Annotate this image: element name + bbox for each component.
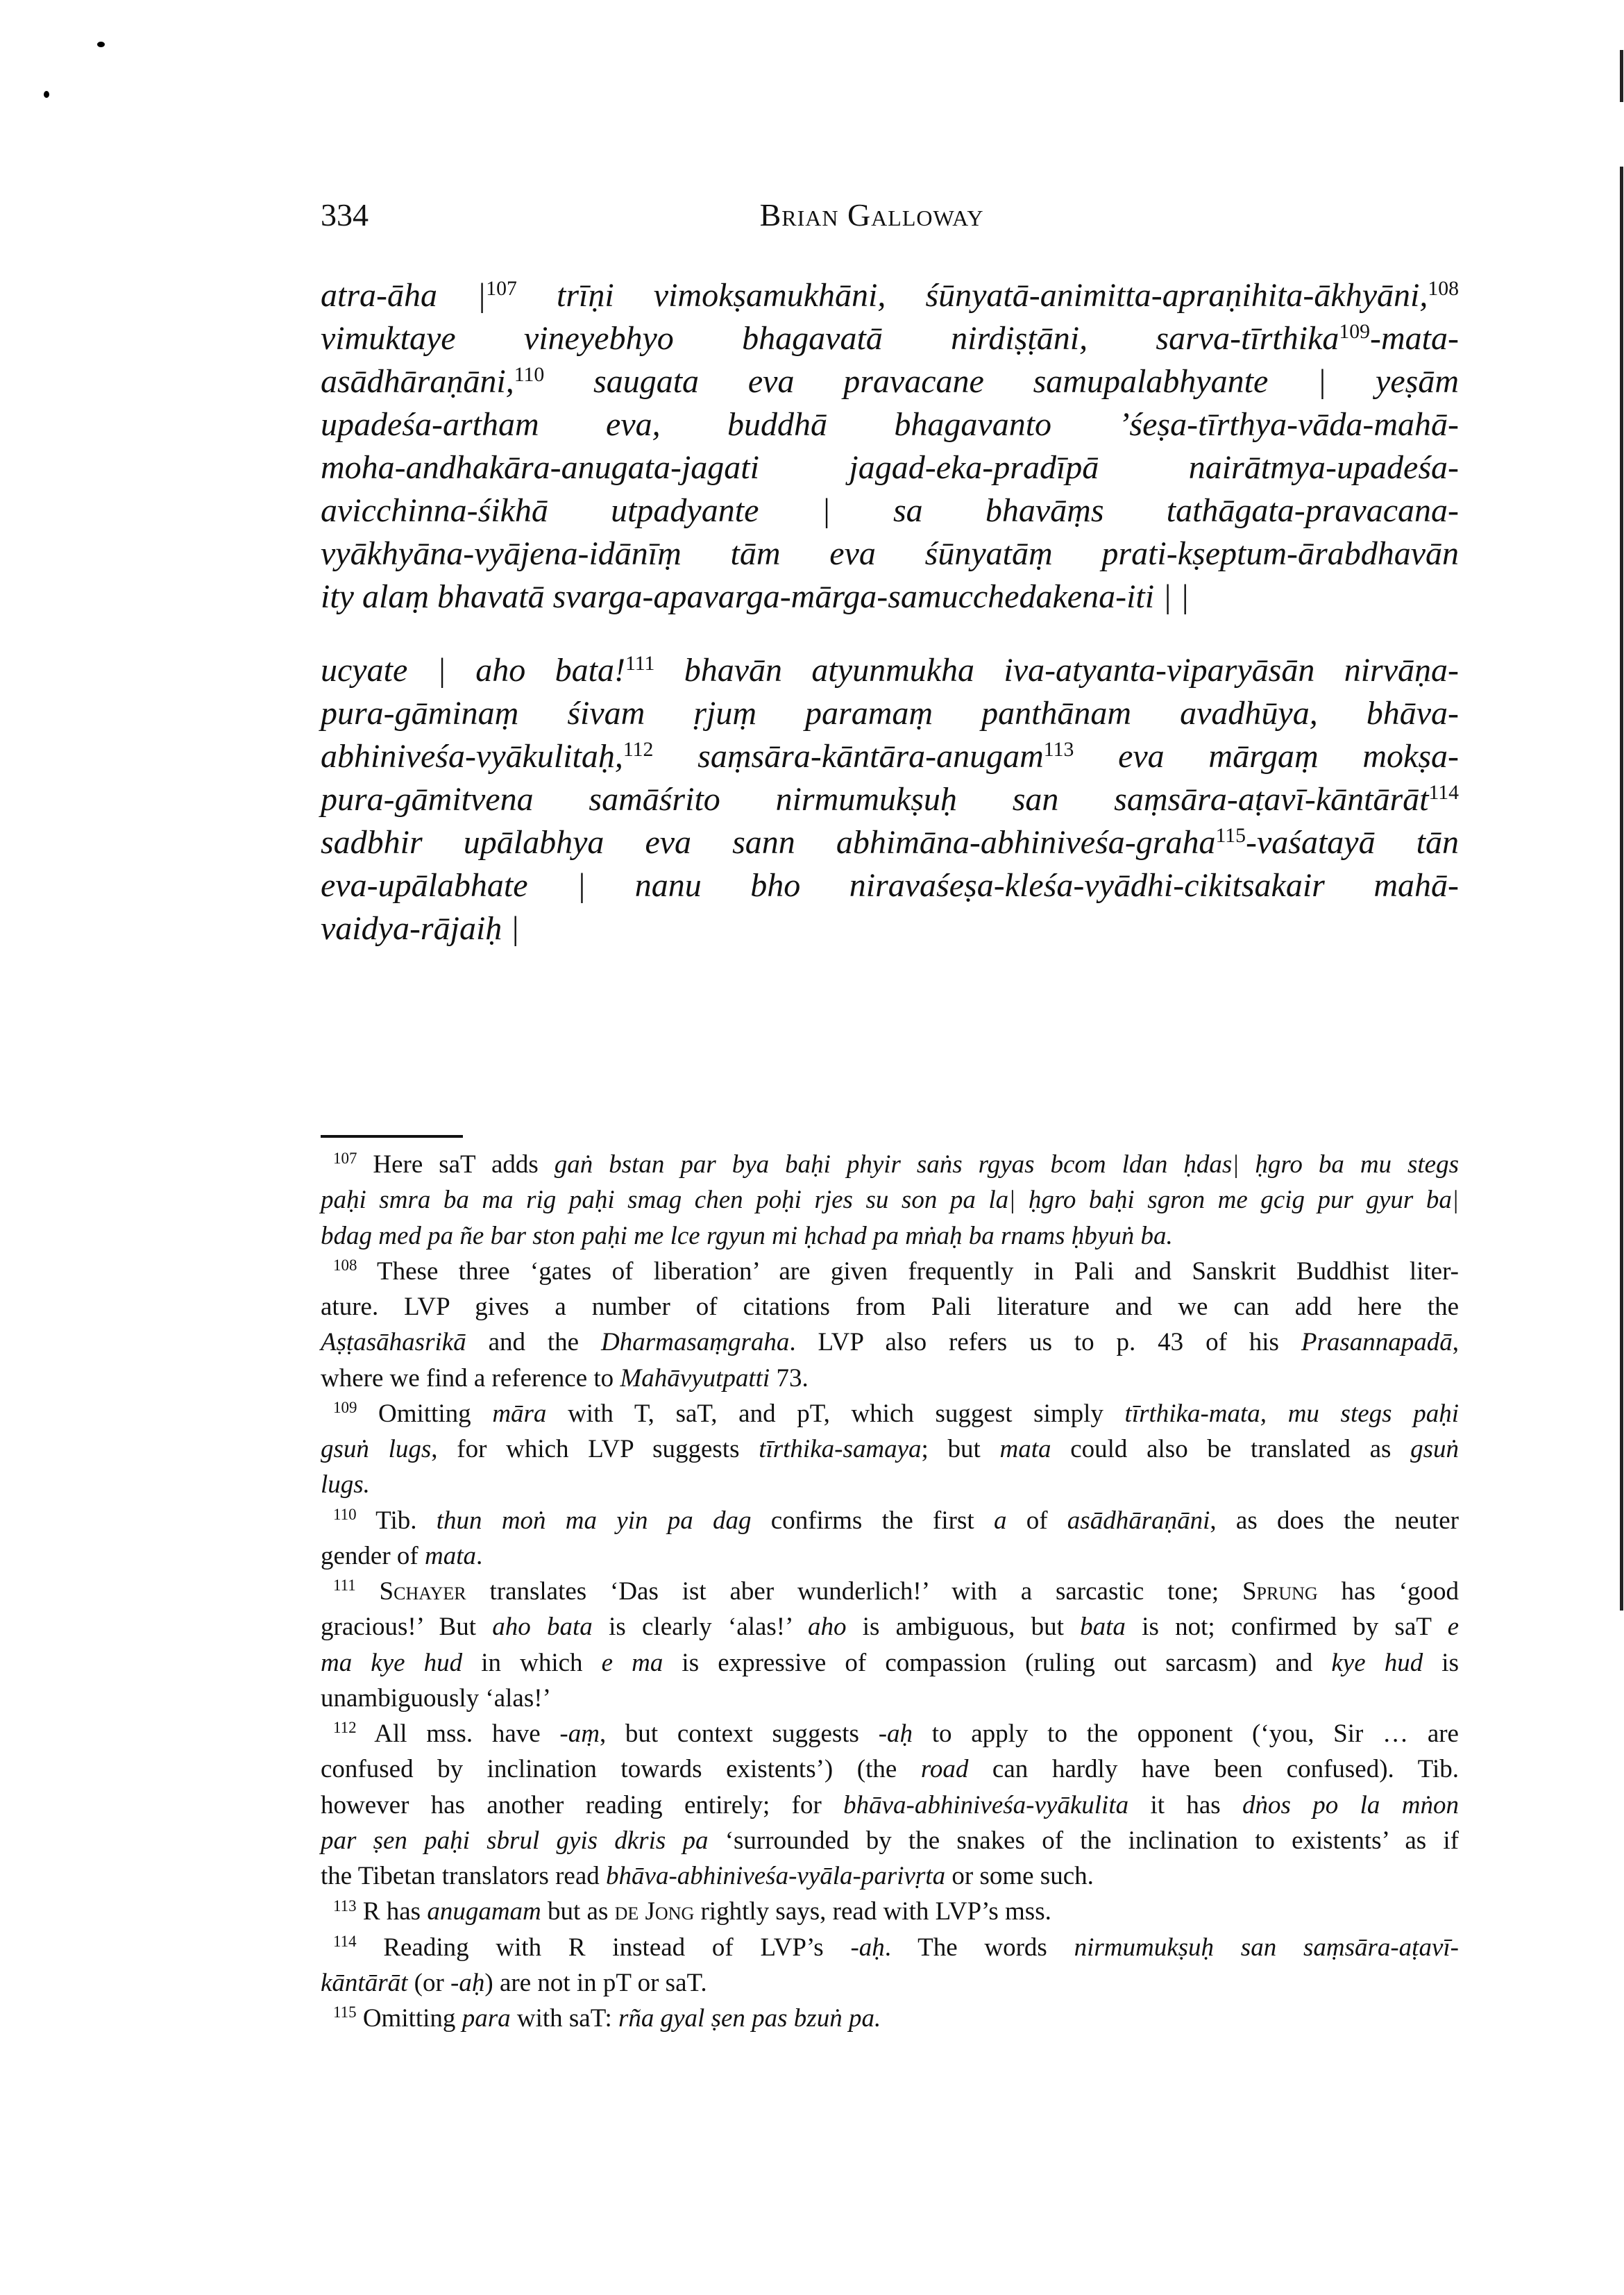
text-run: moha-andhakāra-anugata-jagati jagad-eka-pradīpā nairātmya-upadeśa- — [321, 449, 1459, 486]
footnote-line — [321, 1858, 1459, 1894]
text-run: Reading with R instead of LVP’s — [356, 1933, 851, 1962]
text-run: para — [462, 2004, 511, 2033]
text-run: translates ‘Das ist aber wunderlich!’ with a sarcastic tone; — [466, 1577, 1242, 1606]
text-run — [356, 1577, 380, 1606]
footnote-line — [321, 1823, 1459, 1858]
footnote-line — [321, 1325, 1459, 1360]
main-paragraph — [321, 649, 1459, 950]
text-run: saṃsāra-kāntāra-anugam — [653, 738, 1044, 775]
text-run: has ‘good — [1317, 1577, 1459, 1606]
text-run: however has another reading entirely; for — [321, 1790, 844, 1819]
text-run: , for which LVP suggests — [431, 1435, 759, 1463]
footnote-line — [321, 1716, 1459, 1751]
text-run: Schayer — [379, 1577, 466, 1606]
text-run: ucyate | aho bata! — [321, 652, 625, 689]
text-run: thun moṅ ma yin pa dag — [436, 1506, 752, 1535]
text-run: e ma — [601, 1648, 663, 1677]
text-run: sadbhir upālabhya eva sann abhimāna-abhiniveśa-graha — [321, 824, 1216, 861]
text-run: of — [1006, 1506, 1067, 1535]
footnote-line — [321, 1574, 1459, 1609]
text-run: , as does the neuter — [1210, 1506, 1459, 1535]
main-paragraph — [321, 274, 1459, 619]
page-edge-shadow — [1620, 167, 1623, 1611]
footnote — [321, 2001, 1459, 2036]
text-run: Dharmasaṃgraha — [600, 1328, 790, 1357]
text-line — [321, 864, 1459, 907]
text-run: rña gyal ṣen pas bzuṅ pa. — [618, 2004, 881, 2033]
text-line — [321, 735, 1459, 778]
footnote-line — [321, 1396, 1459, 1431]
text-run: can hardly have been confused). Tib. — [968, 1755, 1459, 1784]
text-run: asādhāraṇāni — [1067, 1506, 1210, 1535]
footnote-line — [321, 1503, 1459, 1538]
text-line — [321, 403, 1459, 446]
footnote-number: 110 — [333, 1505, 357, 1523]
footnote — [321, 1716, 1459, 1894]
text-run: Prasannapadā — [1301, 1328, 1453, 1357]
text-run: road — [920, 1755, 969, 1784]
text-run: gender of — [321, 1541, 425, 1570]
text-run: mata — [425, 1541, 476, 1570]
text-run: , but context suggests — [599, 1720, 879, 1748]
text-run: -aḥ — [450, 1968, 485, 1997]
text-run: vaidya-rājaiḥ | — [321, 910, 520, 947]
footnote-ref[interactable]: 108 — [1428, 276, 1459, 300]
running-head: Brian Galloway — [759, 197, 984, 233]
footnote — [321, 1503, 1459, 1574]
text-run: aho bata — [492, 1613, 593, 1642]
text-run: par ṣen paḥi sbrul gyis dkris pa — [321, 1826, 709, 1855]
text-run: abhiniveśa-vyākulitaḥ, — [321, 738, 623, 775]
text-run: but as — [541, 1897, 615, 1926]
footnote-ref[interactable]: 112 — [623, 737, 654, 761]
text-run: bhāva-abhiniveśa-vyākulita — [843, 1790, 1129, 1819]
text-run: gsuṅ lugs — [321, 1435, 432, 1463]
footnote — [321, 1574, 1459, 1716]
text-run: eva mārgaṃ mokṣa- — [1074, 738, 1459, 775]
footnote-line — [321, 1681, 1459, 1716]
text-run: bhāva-abhiniveśa-vyāla-parivṛta — [606, 1862, 946, 1890]
text-run: a — [993, 1506, 1007, 1535]
text-run: ature. LVP gives a number of citations from Pali literature and we can add here the — [321, 1293, 1459, 1321]
footnote-ref[interactable]: 107 — [486, 276, 517, 300]
text-run: -vaśatayā tān — [1246, 824, 1460, 861]
text-run: ; but — [921, 1435, 1000, 1463]
text-run: . LVP also refers us to p. 43 of his — [789, 1328, 1301, 1357]
footnote — [321, 1396, 1459, 1503]
text-run: rightly says, read with LVP’s mss. — [694, 1897, 1051, 1926]
text-run: or some such. — [945, 1862, 1094, 1890]
footnote-number: 108 — [333, 1256, 357, 1275]
text-run: in which — [462, 1648, 602, 1677]
footnote-line — [321, 1894, 1459, 1929]
text-run: , — [1452, 1328, 1459, 1357]
text-run: confirms the first — [751, 1506, 994, 1535]
text-run: gsuṅ — [1410, 1435, 1460, 1463]
text-run: de Jong — [614, 1897, 695, 1926]
text-run: kye hud — [1331, 1648, 1423, 1677]
text-run: R has — [356, 1897, 428, 1926]
scan-speck — [44, 91, 49, 98]
footnote-line — [321, 1751, 1459, 1787]
text-run: and the — [466, 1328, 601, 1357]
text-line — [321, 821, 1459, 864]
page-number: 334 — [321, 197, 369, 233]
text-run: unambiguously ‘alas!’ — [321, 1683, 551, 1713]
text-run: Omitting — [357, 1399, 493, 1428]
text-run: avicchinna-śikhā utpadyante | sa bhavāṃs tathāgata-pravacana- — [321, 492, 1459, 529]
text-run: kāntārāt — [321, 1968, 408, 1997]
text-line — [321, 274, 1459, 317]
text-run: gaṅ bstan par bya baḥi phyir saṅs rgyas bcom ldan ḥdas| ḥgro ba mu stegs — [554, 1150, 1460, 1179]
text-run: is — [1423, 1648, 1459, 1677]
text-run: ity alaṃ bhavatā svarga-apavarga-mārga-samucchedakena-iti | | — [321, 578, 1190, 615]
footnote-rule — [321, 1135, 463, 1138]
text-run: nirmumukṣuḥ san saṃsāra-aṭavī- — [1074, 1933, 1459, 1962]
footnote-number: 111 — [333, 1577, 356, 1595]
text-line — [321, 907, 1459, 950]
footnote-number: 115 — [333, 2003, 357, 2021]
footnote-line — [321, 1788, 1459, 1823]
footnote-line — [321, 1930, 1459, 1965]
footnote-line — [321, 1609, 1459, 1645]
footnote-ref[interactable]: 110 — [514, 362, 545, 386]
text-run: mata — [999, 1435, 1051, 1463]
footnote-number: 114 — [333, 1932, 357, 1950]
text-run: These three ‘gates of liberation’ are given frequently in Pali and Sanskrit Buddhist liter- — [357, 1256, 1459, 1286]
footnote-ref[interactable]: 115 — [1215, 823, 1246, 847]
text-run: -aḥ — [850, 1933, 885, 1962]
text-run: vimuktaye vineyebhyo bhagavatā nirdiṣṭāni, sarva-tīrthika — [321, 320, 1339, 357]
text-line — [321, 692, 1459, 735]
text-run: asādhāraṇāni, — [321, 363, 514, 400]
text-run: is ambiguous, but — [846, 1613, 1081, 1642]
text-run: pura-gāminaṃ śivam ṛjuṃ paramaṃ panthānam avadhūya, bhāva- — [321, 695, 1459, 732]
text-run: aho — [807, 1613, 847, 1642]
text-run: . — [476, 1541, 483, 1570]
text-run: All mss. have — [356, 1720, 560, 1748]
footnote-number: 109 — [333, 1399, 357, 1417]
footnote-line — [321, 1538, 1459, 1574]
text-run: Aṣṭasāhasrikā — [321, 1328, 466, 1357]
text-run: dṅos po la mṅon — [1242, 1790, 1459, 1819]
text-line — [321, 532, 1459, 575]
text-run: eva-upālabhate | nanu bho niravaśeṣa-kleśa-vyādhi-cikitsakair mahā- — [321, 867, 1459, 904]
text-run: -aḥ — [878, 1720, 913, 1748]
page-edge-shadow — [1620, 50, 1623, 102]
text-run: vyākhyāna-vyājena-idānīṃ tām eva śūnyatāṃ prati-kṣeptum-ārabdhavān — [321, 535, 1459, 572]
footnote-number: 113 — [333, 1897, 357, 1915]
footnote-line — [321, 2001, 1459, 2036]
footnote-ref[interactable]: 114 — [1428, 780, 1459, 804]
text-run: trīṇi vimokṣamukhāni, śūnyatā-animitta-apraṇihita-ākhyāni, — [516, 277, 1428, 314]
text-run: tīrthika-samaya — [759, 1435, 922, 1463]
text-run: -mata- — [1370, 320, 1459, 357]
text-run: ‘surrounded by the snakes of the inclination to existents’ as if — [708, 1826, 1460, 1855]
text-run: with saT: — [510, 2004, 618, 2033]
text-run: it has — [1128, 1790, 1243, 1819]
text-run: Mahāvyutpatti — [620, 1363, 770, 1393]
text-line — [321, 778, 1459, 821]
footnote-line — [321, 1467, 1459, 1502]
text-run: ) are not in pT or saT. — [484, 1968, 707, 1997]
text-run: to apply to the opponent (‘you, Sir … are — [913, 1720, 1459, 1748]
text-run: could also be translated as — [1051, 1435, 1411, 1463]
footnote-line — [321, 1254, 1459, 1289]
footnote — [321, 1147, 1459, 1254]
footnote-ref[interactable]: 113 — [1043, 737, 1074, 761]
text-run: tīrthika-mata, mu stegs paḥi — [1124, 1399, 1459, 1428]
text-run: atra-āha | — [321, 277, 487, 314]
text-run: is clearly ‘alas!’ — [592, 1613, 808, 1642]
text-run: Here saT adds — [357, 1150, 555, 1179]
footnote-line — [321, 1965, 1459, 2001]
text-run: māra — [492, 1399, 547, 1428]
text-run: e — [1447, 1613, 1460, 1642]
text-run: bdag med pa ñe bar ston paḥi me lce rgyun mi ḥchad pa mṅaḥ ba rnams ḥbyuṅ ba. — [321, 1221, 1173, 1250]
text-run: Tib. — [356, 1506, 437, 1535]
text-run: confused by inclination towards existents’) (the — [321, 1755, 921, 1784]
footnote — [321, 1894, 1459, 1929]
footnotes — [321, 1147, 1459, 2036]
text-run: where we find a reference to — [321, 1363, 620, 1393]
text-run: is not; confirmed by saT — [1125, 1613, 1448, 1642]
text-run: upadeśa-artham eva, buddhā bhagavanto ’śeṣa-tīrthya-vāda-mahā- — [321, 406, 1459, 443]
text-line — [321, 575, 1459, 619]
footnote-line — [321, 1431, 1459, 1467]
text-run: pura-gāmitvena samāśrito nirmumukṣuḥ san saṃsāra-aṭavī-kāntārāt — [321, 781, 1429, 818]
text-line — [321, 360, 1459, 403]
text-run: paḥi smra ba ma rig paḥi smag chen poḥi rjes su son pa la| ḥgro baḥi sgron me gcig pur gyur ba| — [321, 1186, 1459, 1215]
footnote-ref[interactable]: 109 — [1339, 319, 1371, 343]
footnote-line — [321, 1218, 1459, 1254]
text-line — [321, 446, 1459, 489]
footnote-line — [321, 1182, 1459, 1218]
footnote-ref[interactable]: 111 — [625, 651, 655, 675]
text-run: anugamam — [427, 1897, 541, 1926]
text-run: ma kye hud — [321, 1648, 463, 1677]
text-run: . The words — [884, 1933, 1074, 1962]
text-run: Omitting — [356, 2004, 462, 2033]
text-run: 73. — [770, 1363, 809, 1393]
footnote-line — [321, 1361, 1459, 1396]
footnote-line — [321, 1645, 1459, 1681]
text-run: saugata eva pravacane samupalabhyante | yeṣām — [544, 363, 1459, 400]
text-run: gracious!’ But — [321, 1613, 493, 1642]
footnote-line — [321, 1289, 1459, 1325]
text-run: bata — [1080, 1613, 1126, 1642]
footnote-number: 112 — [333, 1719, 357, 1737]
text-run: lugs. — [321, 1470, 370, 1499]
text-run: -aṃ — [559, 1720, 600, 1748]
text-run: with T, saT, and pT, which suggest simply — [546, 1399, 1125, 1428]
text-line — [321, 317, 1459, 360]
text-run: bhavān atyunmukha iva-atyanta-viparyāsān nirvāṇa- — [654, 652, 1460, 689]
footnote — [321, 1254, 1459, 1396]
scan-speck — [97, 42, 105, 47]
footnote-line — [321, 1147, 1459, 1182]
text-line — [321, 649, 1459, 692]
text-line — [321, 489, 1459, 532]
text-run: Sprung — [1242, 1577, 1318, 1606]
text-run: the Tibetan translators read — [321, 1862, 607, 1890]
text-run: (or — [407, 1968, 451, 1997]
text-run: is expressive of compassion (ruling out sarcasm) and — [663, 1648, 1332, 1677]
footnote — [321, 1930, 1459, 2001]
footnote-number: 107 — [333, 1150, 357, 1168]
